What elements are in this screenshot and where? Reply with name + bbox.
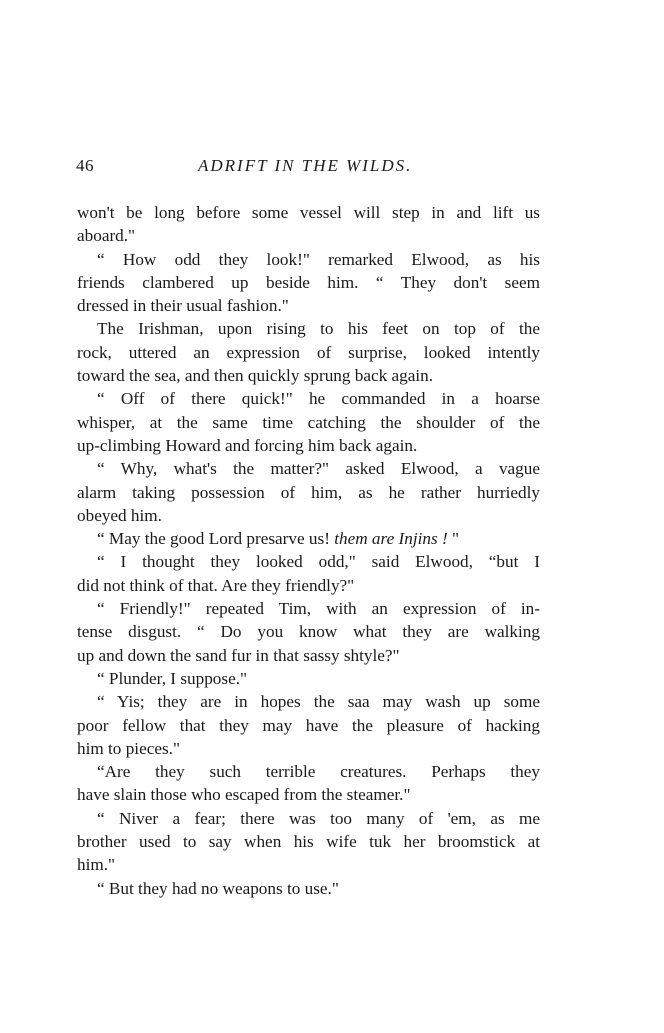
text-line: “Are they such terrible creatures. Perhaps they — [97, 762, 540, 782]
text-line: tense disgust. “ Do you know what they are walking — [77, 622, 540, 642]
text-line: “ How odd they look!" remarked Elwood, as his — [97, 249, 540, 269]
text-line: “ Plunder, I suppose." — [97, 668, 248, 688]
body-text — [77, 201, 540, 900]
text-line: friends clambered up beside him. “ They don't seem — [77, 272, 540, 292]
italic-text-fragment: them are Injins ! — [334, 529, 448, 549]
text-line: him." — [77, 855, 116, 875]
text-line: did not think of that. Are they friendly?" — [77, 575, 355, 595]
text-line: up and down the sand fur in that sassy shtyle?" — [77, 645, 400, 665]
text-line — [77, 527, 540, 550]
text-line: “ Friendly!" repeated Tim, with an expression of in- — [97, 599, 540, 619]
text-fragment: “ May the good Lord presarve us! — [97, 529, 335, 549]
text-fragment: " — [447, 529, 459, 549]
text-line: brother used to say when his wife tuk her broomstick at — [77, 832, 540, 852]
page-number: 46 — [76, 156, 94, 175]
text-line: whisper, at the same time catching the shoulder of the — [77, 412, 540, 432]
running-head — [76, 156, 540, 182]
text-line: The Irishman, upon rising to his feet on top of the — [97, 319, 540, 339]
text-line: obeyed him. — [77, 505, 162, 525]
text-line: “ Why, what's the matter?" asked Elwood, a vague — [97, 459, 540, 479]
text-line: “ Yis; they are in hopes the saa may wash up some — [97, 692, 540, 712]
text-line: won't be long before some vessel will step in and lift us — [77, 203, 540, 222]
text-line: him to pieces." — [77, 738, 180, 758]
text-line: dressed in their usual fashion." — [77, 296, 289, 316]
text-line: aboard." — [77, 226, 136, 246]
text-line: “ Niver a fear; there was too many of 'em, as me — [97, 808, 540, 828]
text-line: have slain those who escaped from the steamer." — [77, 785, 411, 805]
text-line: poor fellow that they may have the pleasure of hacking — [77, 715, 540, 735]
text-line: rock, uttered an expression of surprise, looked intently — [77, 342, 540, 362]
running-title: ADRIFT IN THE WILDS. — [198, 156, 413, 175]
text-line: up-climbing Howard and forcing him back again. — [77, 435, 418, 455]
text-line: “ I thought they looked odd," said Elwood, “but I — [97, 552, 540, 572]
text-line: toward the sea, and then quickly sprung back again. — [77, 366, 434, 386]
text-line: “ But they had no weapons to use." — [97, 878, 339, 898]
text-line: “ Off of there quick!" he commanded in a hoarse — [97, 389, 540, 409]
text-line: alarm taking possession of him, as he rather hurriedly — [77, 482, 540, 502]
